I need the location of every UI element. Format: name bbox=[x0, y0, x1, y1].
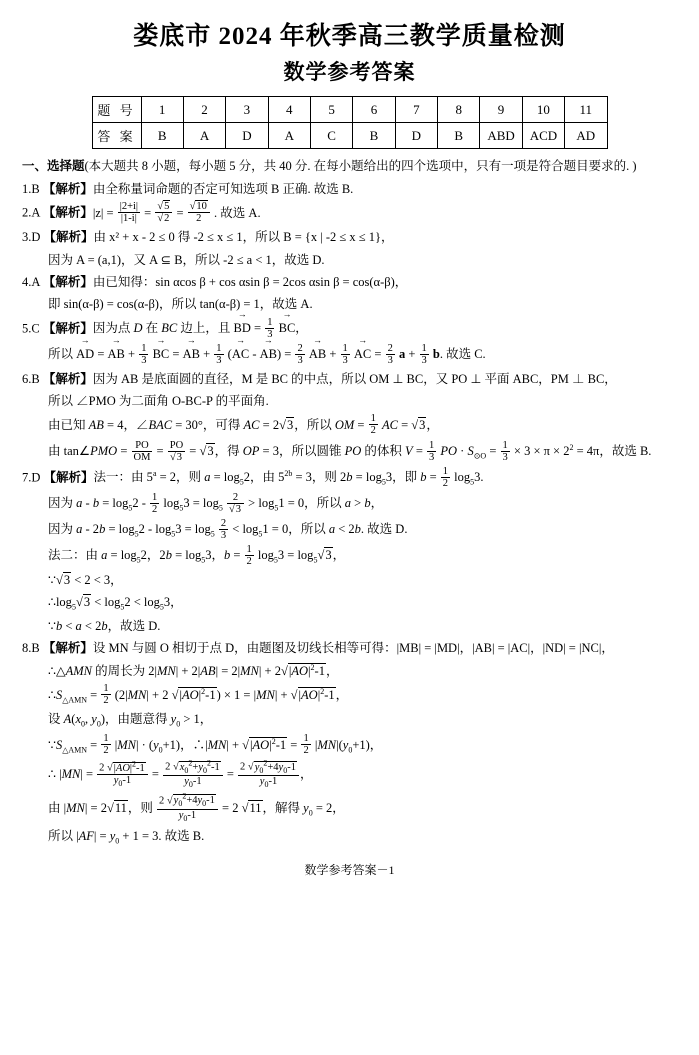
solution-tag: 【解析】 bbox=[43, 230, 94, 245]
row-label-question: 题 号 bbox=[92, 97, 141, 123]
solution-tag: 【解析】 bbox=[42, 371, 93, 386]
solution-tag: 【解析】 bbox=[42, 181, 93, 196]
solution-line-wrap bbox=[48, 493, 677, 516]
solution-line-wrap bbox=[48, 710, 677, 731]
question-number-cell: 9 bbox=[480, 97, 522, 123]
solution-line-wrap bbox=[48, 734, 677, 757]
page-subtitle: 数学参考答案 bbox=[283, 60, 416, 84]
answer-cell: D bbox=[226, 123, 268, 149]
solution-line-wrap bbox=[48, 684, 677, 707]
table-row-answers bbox=[92, 123, 607, 149]
section-heading-bold: 一、选择题 bbox=[22, 159, 85, 173]
solution-line: 因为点 D 在 BC 边上，且 BD → = $\frac{1}{3}$ BC →， bbox=[93, 321, 308, 335]
solution-line: 设 $A(x_0$, $y_0$)，由题意得 $y_0 > 1$， bbox=[48, 712, 213, 729]
solution-line-wrap bbox=[48, 662, 677, 682]
solution-line: 即 sin(α-β) = cos(α-β)，所以 tan(α-β) = 1，故选 A. bbox=[48, 297, 313, 312]
page-footer: 数学参考答案－1 bbox=[304, 862, 395, 877]
answer-cell: B bbox=[438, 123, 480, 149]
solution-line: 由已知得：sin αcos β + cos αsin β = 2cos αsin β = cos(α-β)， bbox=[92, 274, 408, 289]
question-number-cell: 1 bbox=[141, 97, 183, 123]
solution-line-wrap bbox=[48, 414, 677, 437]
solution-line: 因为 AB 是底面圆的直径，M 是 BC 的中点，所以 OM ⊥ BC，又 PO ⊥ 平面 ABC，PM ⊥ BC， bbox=[92, 371, 617, 386]
solution-tag: 【解析】 bbox=[42, 641, 93, 656]
solution-number: 3.D bbox=[22, 230, 41, 245]
solution-line-wrap bbox=[48, 392, 677, 411]
solution-line: 因为 A = (a,1)，又 A ⊆ B，所以 -2 ≤ a < 1，故选 D. bbox=[48, 252, 325, 267]
section-heading-rest: (本大题共 8 小题，每小题 5 分，共 40 分. 在每小题给出的四个选项中，只有一项是符合题目要求的. ) bbox=[84, 159, 637, 173]
solution-item bbox=[22, 228, 677, 247]
solution-tag: 【解析】 bbox=[42, 321, 93, 336]
question-number-cell: 5 bbox=[310, 97, 352, 123]
solution-line: 由 tan∠PMO = $\frac{PO}{OM}$ = $\frac{PO}{√3}$ = √3，得 OP = 3，所以圆锥 PO 的体积 V = $\frac{1}{3}$ PO · $S_{⊙O}$ = $\frac{1}{3}$ × $3 \times \pi \times 2^2 = 4\pi$，故选 B. bbox=[48, 439, 652, 463]
question-number-cell: 6 bbox=[353, 97, 395, 123]
question-number-cell: 3 bbox=[226, 97, 268, 123]
solution-line: $\therefore\log_5√3 < \log_52 < \log_53$， bbox=[48, 595, 183, 612]
solution-number: 2.A bbox=[22, 205, 40, 220]
solution-tag: 【解析】 bbox=[42, 205, 93, 220]
solution-line: ∵√3 < 2 < 3， bbox=[48, 572, 123, 587]
solution-number: 6.B bbox=[22, 371, 40, 386]
table-row-question-numbers bbox=[92, 97, 607, 123]
solution-line: 所以 ∠PMO 为二面角 O-BC-P 的平面角. bbox=[48, 394, 269, 409]
answer-cell: B bbox=[141, 123, 183, 149]
question-number-cell: 8 bbox=[438, 97, 480, 123]
solution-number: 4.A bbox=[22, 274, 40, 289]
solution-line: 所以 AD → = AB → + $\frac{1}{3}$ BC → = AB → + $\frac{1}{3}$ (AC → - AB →) = $\frac{2}{3}$ AB → + $\frac{1}{3}$ AC → = $\frac{2}{3}$ a + $\frac{1}{3}$ b. 故选 C. bbox=[48, 347, 486, 361]
solution-line: 所以 $|AF| = y_0 + 1 = 3$. 故选 B. bbox=[48, 829, 205, 846]
solution-line-wrap bbox=[48, 344, 677, 367]
solution-line-wrap bbox=[48, 791, 677, 824]
solution-line-wrap bbox=[48, 617, 677, 636]
solution-line: ∴ |MN| = $\frac{2 √|AO|^2-1}{y_0-1}$ = $\frac{2 √x_0^2+y_0^2-1}{y_0-1}$ = $\frac{2 √y_0^2+4y_0-1}{y_0-1}$ ， bbox=[48, 758, 313, 790]
solution-number: 7.D bbox=[22, 469, 41, 484]
answer-cell: A bbox=[183, 123, 225, 149]
solution-item bbox=[22, 370, 677, 389]
solution-line-wrap bbox=[48, 827, 677, 848]
solution-line: 因为 $a - 2b = \log_52 - \log_53 = \log_5$ $\frac{2}{3}$ < $\log_51 = 0$，所以 a < 2b. 故选 D. bbox=[48, 517, 408, 541]
solution-item bbox=[22, 202, 677, 225]
answer-cell: ACD bbox=[522, 123, 564, 149]
solution-line-wrap bbox=[48, 519, 677, 542]
row-label-answer: 答 案 bbox=[92, 123, 141, 149]
solution-line-wrap bbox=[48, 545, 677, 568]
solution-line: 设 MN 与圆 O 相切于点 D，由题图及切线长相等可得：|MB| = |MD|，|AB| = |AC|，|ND| = |NC|， bbox=[92, 641, 614, 656]
solution-item bbox=[22, 639, 677, 658]
question-number-cell: 4 bbox=[268, 97, 310, 123]
solution-line: 由已知 AB = 4，∠BAC = 30°，可得 AC = 2√3，所以 OM = $\frac{1}{2}$ AC = √3， bbox=[48, 413, 439, 437]
solution-number: 8.B bbox=[22, 641, 40, 656]
answer-cell: AD bbox=[565, 123, 607, 149]
answer-cell: C bbox=[310, 123, 352, 149]
solution-line: 由 x² + x - 2 ≤ 0 得 -2 ≤ x ≤ 1，所以 B = {x | -2 ≤ x ≤ 1}， bbox=[93, 230, 394, 245]
solution-line: $\because S_{\triangle AMN}$ = $\frac{1}{2}$ $|MN| \cdot (y_0+1)$，∴|MN| + $√|AO|^2-1$ = $\frac{1}{2}$ $|MN|(y_0+1)$， bbox=[48, 733, 383, 757]
answer-cell: D bbox=[395, 123, 437, 149]
section-heading bbox=[22, 157, 677, 176]
question-number-cell: 2 bbox=[183, 97, 225, 123]
answer-cell: B bbox=[353, 123, 395, 149]
solution-line: 法二：由 $a = \log_52$，$2b = \log_53$，b = $\frac{1}{2}$ $\log_53 = \log_5√3$， bbox=[48, 543, 346, 567]
solution-line-wrap bbox=[48, 441, 677, 464]
question-number-cell: 11 bbox=[565, 97, 607, 123]
solution-line: $\therefore S_{\triangle AMN}$ = $\frac{1}{2}$ (2|MN| + 2 $√|AO|^2-1) \times 1 = |MN| + √|AO|^2-1$， bbox=[48, 683, 349, 707]
solution-line-wrap bbox=[48, 571, 677, 590]
question-number-cell: 7 bbox=[395, 97, 437, 123]
solution-tag: 【解析】 bbox=[43, 469, 94, 484]
answer-cell: A bbox=[268, 123, 310, 149]
solution-tag: 【解析】 bbox=[42, 274, 93, 289]
solution-line: 法一：由 $5^a = 2$，则 $a = \log_52$，由 $5^{2b} = 3$，则 $2b = \log_53$，即 b = $\frac{1}{2}$ $\log_53$. bbox=[93, 465, 484, 489]
solution-item bbox=[22, 467, 677, 490]
solution-line: |z| = $\frac{|2+i|}{|1-i|}$ = $\frac{√5}{√2}$ = $\frac{√10}{2}$ . 故选 A. bbox=[92, 201, 261, 225]
page-title: 娄底市 2024 年秋季高三教学质量检测 bbox=[133, 23, 566, 50]
answer-table bbox=[92, 96, 608, 149]
solution-line-wrap bbox=[48, 295, 677, 314]
solution-line: 由全称量词命题的否定可知选项 B 正确. 故选 B. bbox=[92, 181, 354, 196]
solution-line-wrap bbox=[48, 251, 677, 270]
solution-line-wrap bbox=[48, 593, 677, 614]
solution-item bbox=[22, 273, 677, 292]
solution-number: 1.B bbox=[22, 181, 40, 196]
solution-item bbox=[22, 180, 677, 199]
solution-line: 因为 $a - b = \log_52$ - $\frac{1}{2}$ $\log_53 = \log_5$ $\frac{2}{√3}$ > $\log_51 = 0$，所以 a > b， bbox=[48, 491, 384, 515]
answer-cell: ABD bbox=[480, 123, 522, 149]
solution-line: 由 |MN| = 2√11，则 $\frac{2 √y_0^2+4y_0-1}{y_0-1}$ = 2 √11，解得 $y_0 = 2$， bbox=[48, 791, 345, 823]
question-number-cell: 10 bbox=[522, 97, 564, 123]
solution-line: ∵b < a < 2b，故选 D. bbox=[48, 618, 161, 633]
solution-number: 5.C bbox=[22, 321, 40, 336]
solution-line: ∴△AMN 的周长为 $2|MN| + 2|AB| = 2|MN| + 2√|AO|^2-1$， bbox=[48, 662, 339, 678]
solution-line-wrap bbox=[48, 760, 677, 790]
